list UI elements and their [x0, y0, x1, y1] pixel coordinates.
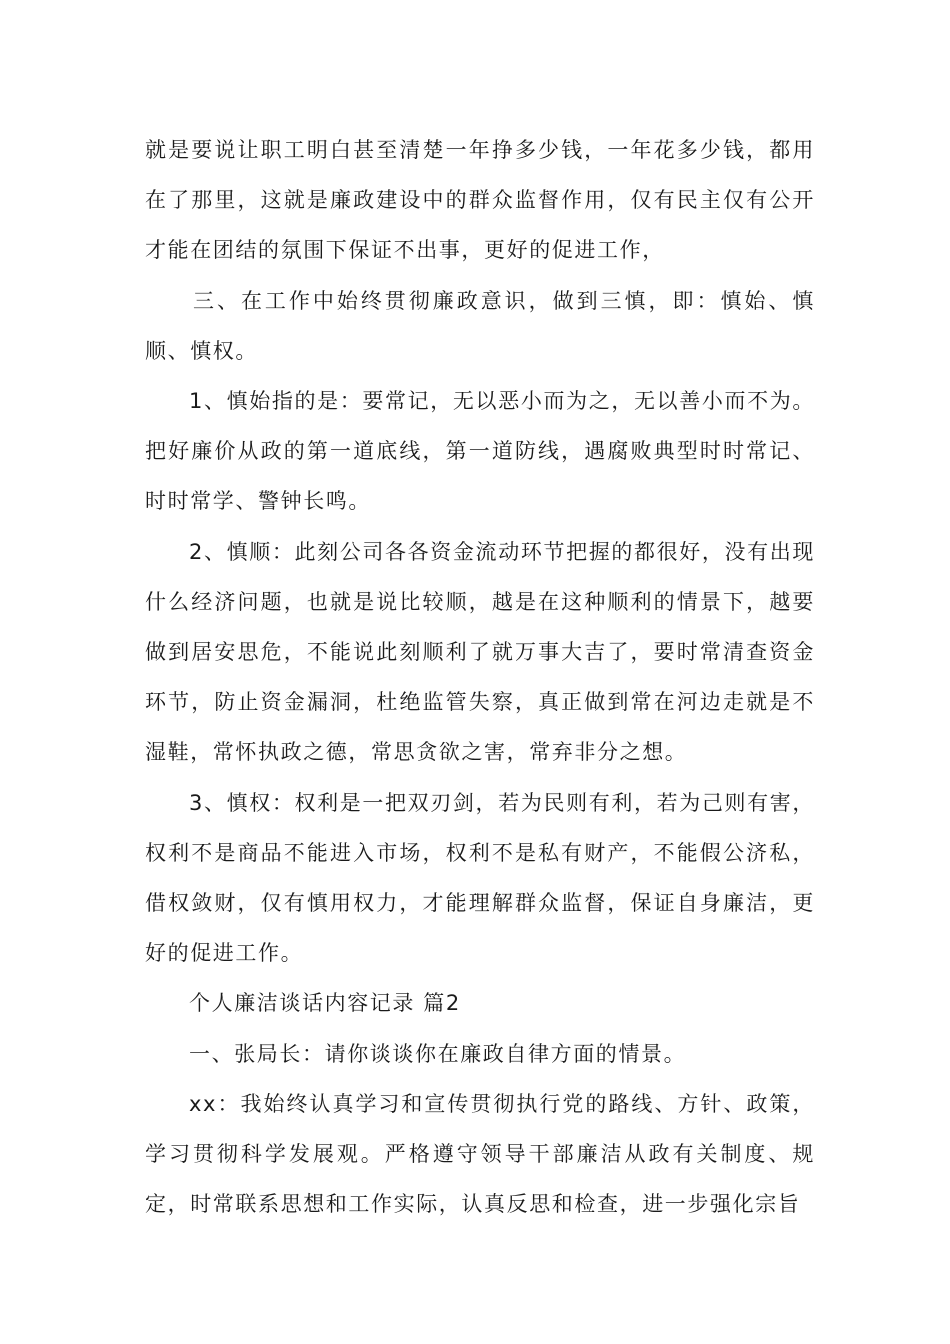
paragraph-answer-1: xx：我始终认真学习和宣传贯彻执行党的路线、方针、政策，学习贯彻科学发展观。严格遵守领导干部廉洁从政有关制度、规定，时常联系思想和工作实际，认真反思和检查，进一步强化宗旨 [145, 1091, 815, 1217]
paragraph-item-3: 3、慎权：权利是一把双刃剑，若为民则有利，若为己则有害，权利不是商品不能进入市场，权利不是私有财产，不能假公济私，借权敛财，仅有慎用权力，才能理解群众监督，保证自身廉洁，更好的促进工作。 [145, 790, 815, 966]
paragraph-section-three: 三、在工作中始终贯彻廉政意识，做到三慎，即：慎始、慎顺、慎权。 [145, 288, 815, 363]
paragraph-item-2: 2、慎顺：此刻公司各各资金流动环节把握的都很好，没有出现什么经济问题，也就是说比较顺，越是在这种顺利的情景下，越要做到居安思危，不能说此刻顺利了就万事大吉了，要时常清查资金环节，防止资金漏洞，杜绝监管失察，真正做到常在河边走就是不湿鞋，常怀执政之德，常思贪欲之害，常弃非分之想。 [145, 539, 815, 765]
paragraph-item-1: 1、慎始指的是：要常记，无以恶小而为之，无以善小而不为。把好廉价从政的第一道底线，第一道防线，遇腐败典型时时常记、时时常学、警钟长鸣。 [145, 389, 815, 514]
paragraph-continuation: 就是要说让职工明白甚至清楚一年挣多少钱，一年花多少钱，都用在了那里，这就是廉政建设中的群众监督作用，仅有民主仅有公开才能在团结的氛围下保证不出事，更好的促进工作， [145, 138, 815, 263]
document-body [145, 125, 815, 1229]
paragraph-question-1: 一、张局长：请你谈谈你在廉政自律方面的情景。 [189, 1041, 687, 1066]
section-title: 个人廉洁谈话内容记录 篇2 [189, 991, 461, 1016]
